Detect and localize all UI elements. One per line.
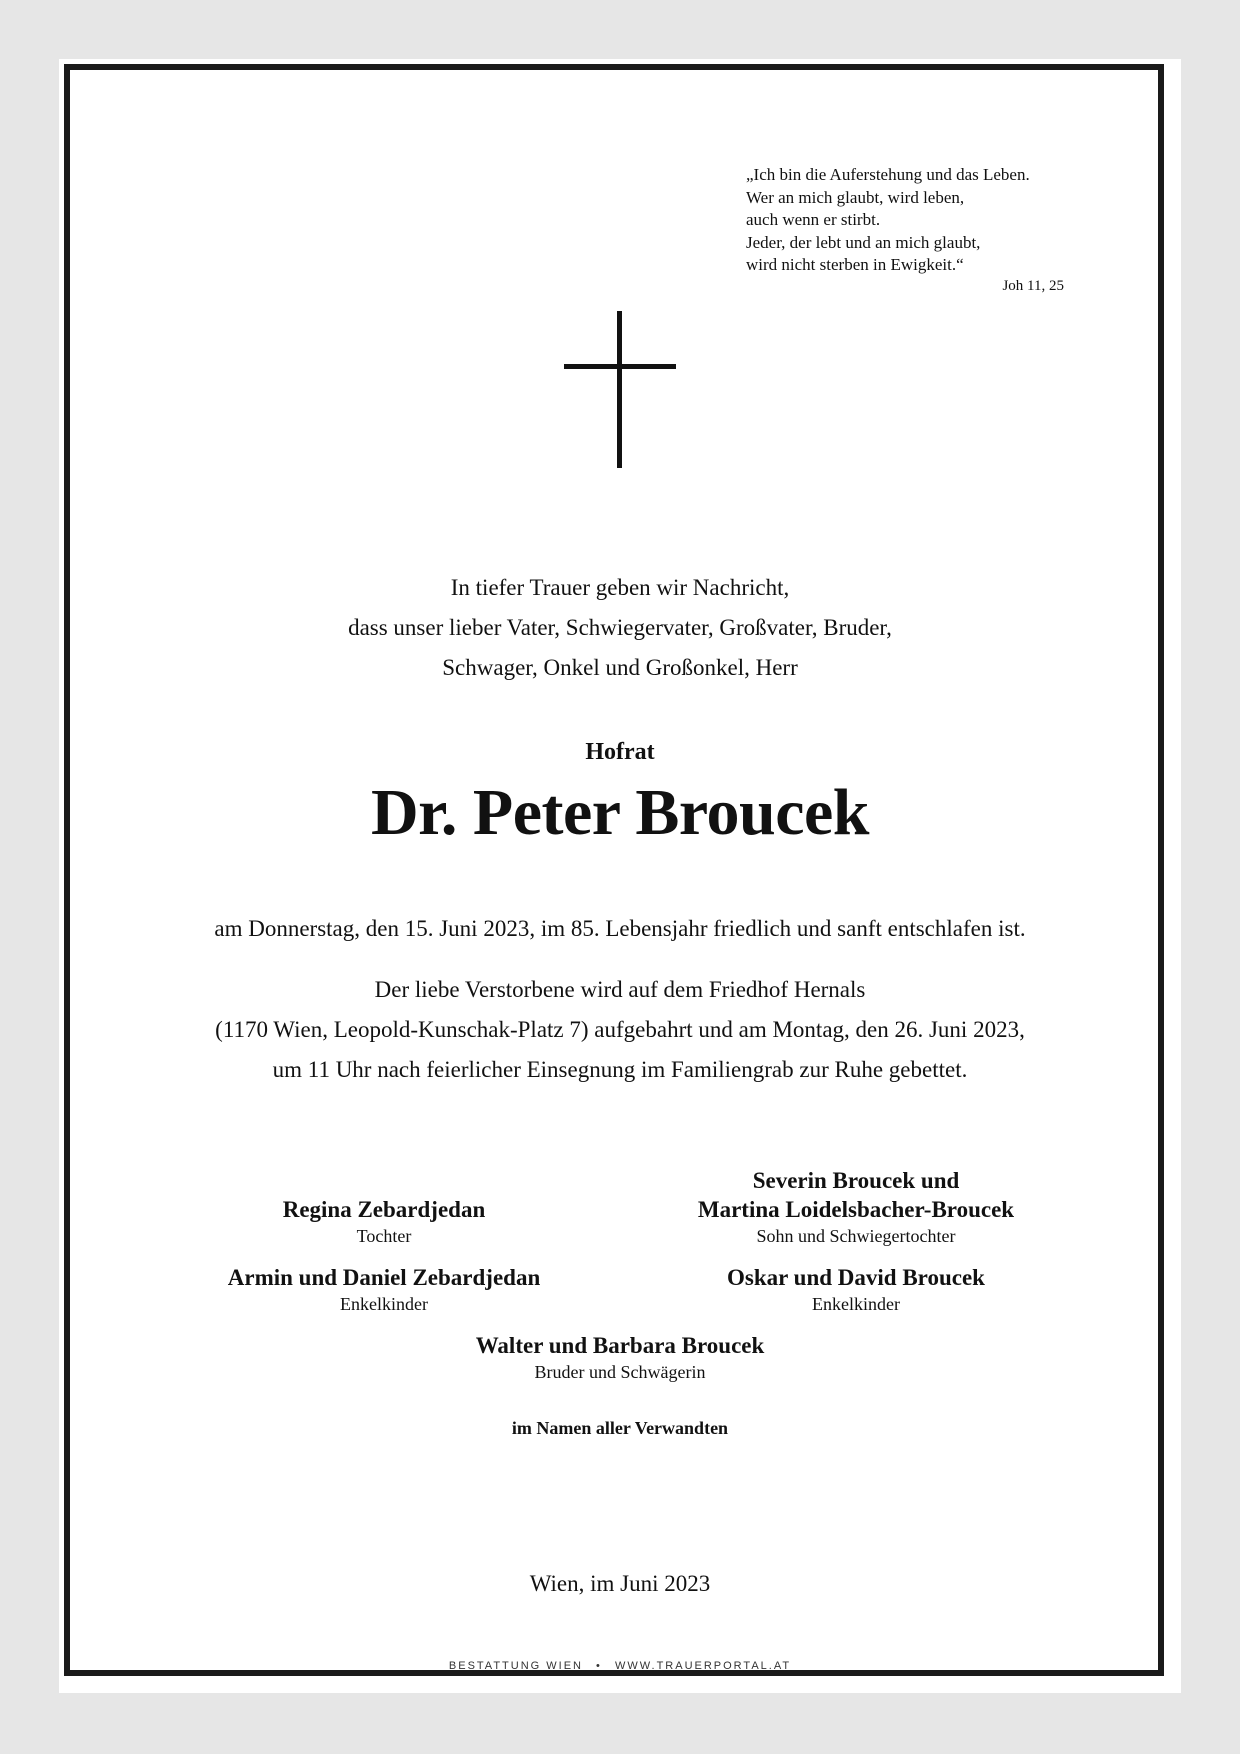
bible-quote <box>746 164 1064 277</box>
mourner-name: Regina Zebardjedan <box>282 1197 486 1222</box>
mourner-relation: Enkelkinder <box>340 1294 428 1314</box>
funeral-line: (1170 Wien, Leopold-Kunschak-Platz 7) aufgebahrt und am Montag, den 26. Juni 2023, <box>215 1017 1025 1042</box>
mourner-name: Oskar und David Broucek <box>727 1265 985 1290</box>
quote-line: Wer an mich glaubt, wird leben, <box>746 187 965 207</box>
quote-line: Jeder, der lebt und an mich glaubt, <box>746 232 981 252</box>
footer <box>70 1660 1170 1672</box>
mourner-block <box>164 1263 604 1316</box>
quote-line: wird nicht sterben in Ewigkeit.“ <box>746 255 964 275</box>
mourner-relation: Sohn und Schwiegertochter <box>756 1226 956 1246</box>
deceased-honorific: Hofrat <box>585 739 655 765</box>
funeral-line: um 11 Uhr nach feierlicher Einsegnung im Familiengrab zur Ruhe gebettet. <box>272 1057 968 1082</box>
mourner-name: Martina Loidelsbacher-Broucek <box>697 1197 1015 1222</box>
mourner-relation: Tochter <box>356 1226 412 1246</box>
intro-line: In tiefer Trauer geben wir Nachricht, <box>450 575 790 600</box>
cross-vertical-bar <box>617 311 622 468</box>
mourner-relation: Bruder und Schwägerin <box>534 1362 706 1382</box>
mourner-block <box>164 1195 604 1248</box>
mourner-block <box>400 1331 840 1384</box>
signoff: im Namen aller Verwandten <box>511 1418 729 1438</box>
intro-line: Schwager, Onkel und Großonkel, Herr <box>442 655 798 680</box>
place-date: Wien, im Juni 2023 <box>529 1571 711 1596</box>
intro-text <box>70 568 1170 688</box>
mourner-relation: Enkelkinder <box>812 1294 900 1314</box>
mourner-name: Walter und Barbara Broucek <box>475 1333 765 1358</box>
funeral-details <box>70 970 1170 1090</box>
funeral-line: Der liebe Verstorbene wird auf dem Friedhof Hernals <box>374 977 866 1002</box>
quote-line: auch wenn er stirbt. <box>746 210 881 230</box>
footer-website: WWW.TRAUERPORTAL.AT <box>614 1660 792 1672</box>
intro-line: dass unser lieber Vater, Schwiegervater, Großvater, Bruder, <box>348 615 892 640</box>
mourner-block <box>636 1166 1076 1248</box>
mourner-name: Armin und Daniel Zebardjedan <box>227 1265 541 1290</box>
footer-brand: BESTATTUNG WIEN <box>448 1660 583 1672</box>
mourner-block <box>636 1263 1076 1316</box>
mourner-name: Severin Broucek und <box>752 1168 960 1193</box>
death-notice: am Donnerstag, den 15. Juni 2023, im 85. Lebensjahr friedlich und sanft entschlafen ist. <box>214 916 1026 941</box>
quote-reference: Joh 11, 25 <box>1002 278 1064 294</box>
quote-line: „Ich bin die Auferstehung und das Leben. <box>746 165 1030 184</box>
cross-horizontal-bar <box>564 364 676 369</box>
deceased-name: Dr. Peter Broucek <box>370 776 869 849</box>
footer-separator: • <box>596 1660 602 1672</box>
